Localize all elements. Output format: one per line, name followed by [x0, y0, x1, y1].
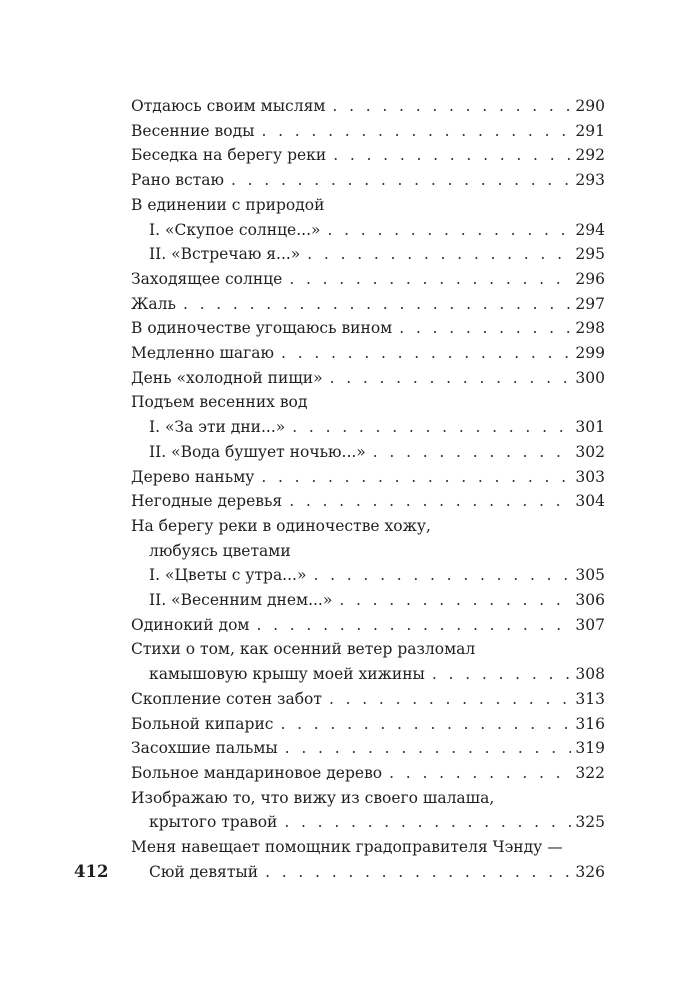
toc-entry-title: Сюй девятый — [149, 862, 259, 881]
dot-leader — [292, 415, 571, 440]
dot-leader — [389, 761, 571, 786]
toc-entry-title: Весенние воды — [131, 121, 255, 140]
toc-entry-title: Меня навещает помощник градоправителя Чэнду — — [131, 838, 563, 857]
dot-leader — [284, 810, 571, 835]
toc-entry-title: любуясь цветами — [149, 541, 291, 560]
dot-leader — [183, 292, 571, 317]
toc-entry-page: 307 — [575, 615, 605, 634]
toc-entry-page: 299 — [575, 344, 605, 363]
dot-leader — [261, 119, 571, 144]
dot-leader — [261, 465, 571, 490]
toc-entry-page: 290 — [575, 97, 605, 115]
toc-entry-page: 300 — [575, 368, 605, 387]
toc-entry — [131, 267, 605, 292]
dot-leader — [432, 662, 572, 687]
toc-entry-page: 302 — [575, 442, 605, 461]
toc-entry-page: 298 — [575, 319, 605, 338]
dot-leader — [332, 94, 571, 119]
toc-entry — [131, 835, 605, 860]
toc-entry-page: 291 — [575, 121, 605, 140]
page-number: 412 — [74, 862, 109, 881]
toc-entry — [131, 119, 605, 144]
toc-entry-title: В единении с природой — [131, 195, 325, 214]
dot-leader — [373, 440, 572, 465]
dot-leader — [329, 687, 571, 712]
toc-entry — [131, 292, 605, 317]
dot-leader — [399, 316, 571, 341]
toc-entry-title: На берегу реки в одиночестве хожу, — [131, 516, 431, 535]
dot-leader — [280, 712, 571, 737]
toc-entry-page: 305 — [575, 566, 605, 585]
toc-entry — [131, 514, 605, 539]
toc-entry — [131, 465, 605, 490]
dot-leader — [330, 366, 572, 391]
toc-entry-title: Больной кипарис — [131, 714, 274, 733]
toc-entry-title: Засохшие пальмы — [131, 739, 278, 758]
toc-entry — [131, 242, 605, 267]
toc-entry-title: Отдаюсь своим мыслям — [131, 97, 326, 115]
toc-entry — [131, 193, 605, 218]
toc-entry-page: 303 — [575, 467, 605, 486]
toc-entry-page: 301 — [575, 418, 605, 437]
toc-entry-page: 306 — [575, 591, 605, 610]
toc-entry-title: I. «Скупое солнце...» — [149, 220, 321, 239]
toc-entry-title: Рано встаю — [131, 171, 224, 190]
toc-entry-page: 294 — [575, 220, 605, 239]
toc-entry — [131, 662, 605, 687]
toc-entry — [131, 736, 605, 761]
toc-entry-title: Одинокий дом — [131, 615, 250, 634]
toc-entry — [131, 637, 605, 662]
dot-leader — [339, 588, 571, 613]
toc-entry — [131, 341, 605, 366]
toc-entry-page: 316 — [575, 714, 605, 733]
toc-entry — [131, 687, 605, 712]
toc-entry — [131, 390, 605, 415]
toc-entry — [131, 489, 605, 514]
toc-entry — [131, 94, 605, 119]
toc-entry — [131, 786, 605, 811]
toc-entry-title: крытого травой — [149, 813, 278, 832]
dot-leader — [307, 242, 571, 267]
dot-leader — [289, 489, 571, 514]
dot-leader — [327, 218, 571, 243]
toc-entry — [131, 563, 605, 588]
toc-entry — [131, 415, 605, 440]
dot-leader — [256, 613, 571, 638]
toc-entry-page: 308 — [575, 665, 605, 684]
toc-entry — [131, 613, 605, 638]
toc-entry-title: Изображаю то, что вижу из своего шалаша, — [131, 788, 495, 807]
toc-entry — [131, 440, 605, 465]
toc-entry-title: I. «Цветы с утра...» — [149, 566, 307, 585]
dot-leader — [313, 563, 571, 588]
toc-entry-title: II. «Вода бушует ночью...» — [149, 442, 366, 461]
toc-entry-page: 295 — [575, 245, 605, 264]
toc-entry-title: I. «За эти дни...» — [149, 418, 286, 437]
toc-entry-page: 292 — [575, 146, 605, 165]
toc-entry-page: 326 — [575, 862, 605, 881]
toc-entry-title: Подъем весенних вод — [131, 393, 308, 412]
toc-entry — [131, 860, 605, 885]
toc-entry — [131, 588, 605, 613]
dot-leader — [289, 267, 571, 292]
toc-entry — [131, 810, 605, 835]
toc-entry-page: 297 — [575, 294, 605, 313]
toc-entry-title: камышовую крышу моей хижины — [149, 665, 425, 684]
toc-entry — [131, 316, 605, 341]
dot-leader — [231, 168, 571, 193]
toc-entry-page: 319 — [575, 739, 605, 758]
toc-entry-title: Беседка на берегу реки — [131, 146, 327, 165]
toc-entry-title: В одиночестве угощаюсь вином — [131, 319, 393, 338]
toc-entry-title: Дерево наньму — [131, 467, 255, 486]
toc-entry-page: 296 — [575, 269, 605, 288]
toc-entry-page: 325 — [575, 813, 605, 832]
dot-leader — [333, 143, 571, 168]
toc-entry-page: 313 — [575, 689, 605, 708]
toc-entry-title: Скопление сотен забот — [131, 689, 322, 708]
dot-leader — [285, 736, 572, 761]
toc-entry-title: II. «Весенним днем...» — [149, 591, 333, 610]
toc-entry — [131, 539, 605, 564]
toc-entry-page: 304 — [575, 492, 605, 511]
toc-entry-title: День «холодной пищи» — [131, 368, 323, 387]
toc-entry-title: Заходящее солнце — [131, 269, 283, 288]
toc-entry — [131, 218, 605, 243]
toc-entry-title: II. «Встречаю я...» — [149, 245, 301, 264]
toc-entry — [131, 168, 605, 193]
toc-entry-page: 322 — [575, 763, 605, 782]
toc-entry — [131, 143, 605, 168]
toc-entry-title: Медленно шагаю — [131, 344, 275, 363]
toc-entry-page: 293 — [575, 171, 605, 190]
toc-entry — [131, 712, 605, 737]
toc-entry-title: Жаль — [131, 294, 176, 313]
toc-entry-title: Негодные деревья — [131, 492, 283, 511]
dot-leader — [281, 341, 571, 366]
toc-entry — [131, 366, 605, 391]
table-of-contents — [131, 94, 605, 885]
toc-entry-title: Больное мандариновое дерево — [131, 763, 383, 782]
toc-entry — [131, 761, 605, 786]
toc-entry-title: Стихи о том, как осенний ветер разломал — [131, 640, 476, 659]
dot-leader — [265, 860, 571, 885]
